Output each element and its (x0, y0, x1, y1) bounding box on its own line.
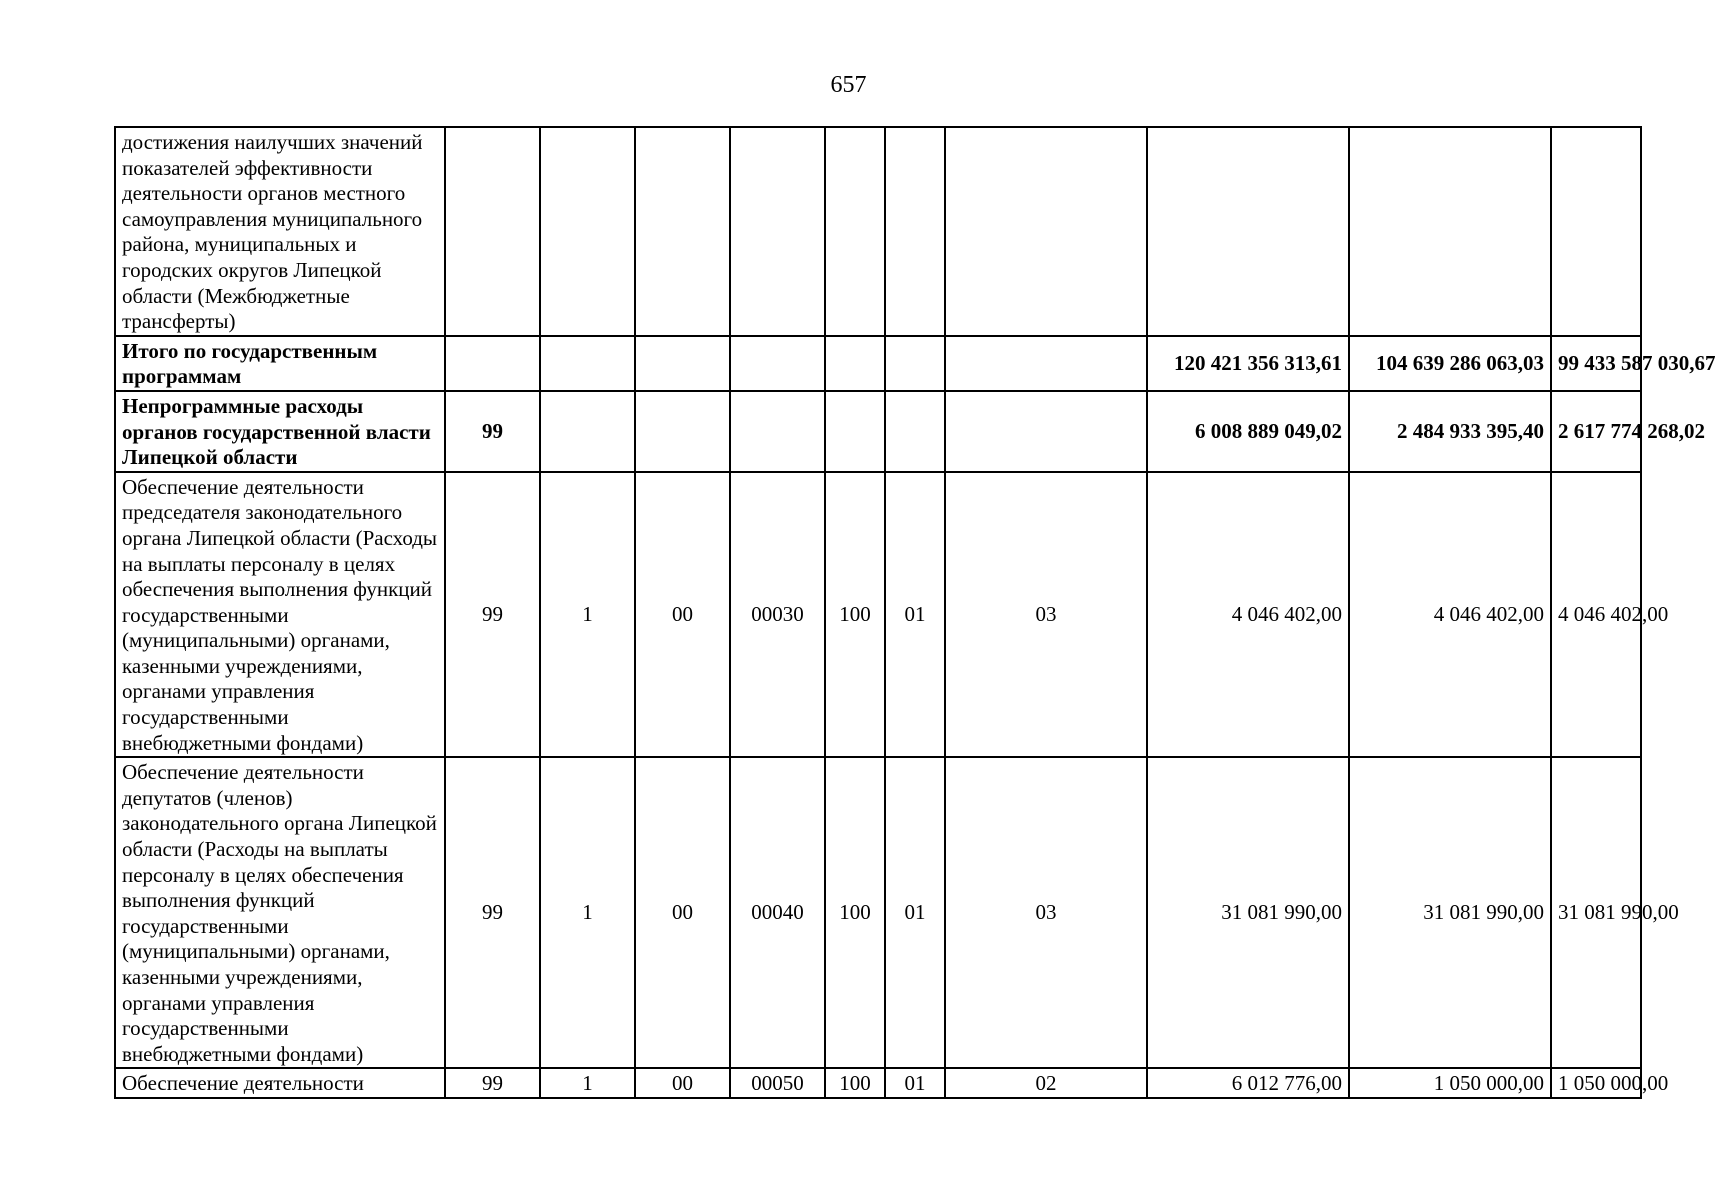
section-code-cell: 01 (885, 472, 945, 758)
amount-year1-cell: 4 046 402,00 (1147, 472, 1349, 758)
direction-code-cell (730, 391, 825, 472)
expense-type-code-cell: 100 (825, 757, 885, 1068)
amount-year3-cell: 4 046 402,00 (1551, 472, 1641, 758)
amount-year1-cell: 120 421 356 313,61 (1147, 336, 1349, 391)
amount-year1-cell: 31 081 990,00 (1147, 757, 1349, 1068)
direction-code-cell: 00030 (730, 472, 825, 758)
expense-type-code-cell (825, 391, 885, 472)
subprogram-code-cell (540, 391, 635, 472)
amount-year1-cell (1147, 127, 1349, 336)
expense-type-code-cell: 100 (825, 1068, 885, 1098)
page-number: 657 (830, 72, 867, 98)
expense-name-cell: Обеспечение деятельности председателя законодательного органа Липецкой области (Расходы на выплаты персоналу в целях обеспечения выполнения функций государственными (муниципальными) органами, казенными учреждениями, органами управления государственными внебюджетными фондами) (115, 472, 445, 758)
budget-table (114, 126, 1716, 1099)
table-row-section (115, 391, 1641, 472)
direction-code-cell (730, 336, 825, 391)
amount-year2-cell: 1 050 000,00 (1349, 1068, 1551, 1098)
subsection-code-cell: 03 (945, 472, 1147, 758)
program-code-cell: 99 (445, 391, 540, 472)
subprogram-code-cell (540, 336, 635, 391)
expense-type-code-cell: 100 (825, 472, 885, 758)
program-code-cell: 99 (445, 472, 540, 758)
section-code-cell (885, 127, 945, 336)
subsection-code-cell (945, 336, 1147, 391)
subsection-code-cell (945, 391, 1147, 472)
amount-year2-cell (1349, 127, 1551, 336)
subprogram-code-cell: 1 (540, 1068, 635, 1098)
section-code-cell: 01 (885, 757, 945, 1068)
amount-year3-cell: 2 617 774 268,02 (1551, 391, 1641, 472)
expense-name-cell: достижения наилучших значений показателей эффективности деятельности органов местного самоуправления муниципального района, муниципальных и городских округов Липецкой области (Межбюджетные трансферты) (115, 127, 445, 336)
subprogram-code-cell: 1 (540, 757, 635, 1068)
main-event-code-cell: 00 (635, 472, 730, 758)
program-code-cell (445, 127, 540, 336)
expense-name-cell: Обеспечение деятельности (115, 1068, 445, 1098)
expense-type-code-cell (825, 336, 885, 391)
program-code-cell: 99 (445, 1068, 540, 1098)
amount-year1-cell: 6 008 889 049,02 (1147, 391, 1349, 472)
table-row (115, 127, 1641, 336)
main-event-code-cell (635, 336, 730, 391)
main-event-code-cell (635, 391, 730, 472)
subsection-code-cell (945, 127, 1147, 336)
expense-name-cell: Непрограммные расходы органов государственной власти Липецкой области (115, 391, 445, 472)
subprogram-code-cell: 1 (540, 472, 635, 758)
table-row (115, 757, 1641, 1068)
expense-type-code-cell (825, 127, 885, 336)
main-event-code-cell: 00 (635, 1068, 730, 1098)
subprogram-code-cell (540, 127, 635, 336)
direction-code-cell: 00050 (730, 1068, 825, 1098)
section-code-cell: 01 (885, 1068, 945, 1098)
direction-code-cell (730, 127, 825, 336)
amount-year1-cell: 6 012 776,00 (1147, 1068, 1349, 1098)
section-code-cell (885, 391, 945, 472)
amount-year3-cell (1551, 127, 1641, 336)
section-code-cell (885, 336, 945, 391)
expense-name-cell: Итого по государственным программам (115, 336, 445, 391)
direction-code-cell: 00040 (730, 757, 825, 1068)
amount-year3-cell: 1 050 000,00 (1551, 1068, 1641, 1098)
table-row (115, 472, 1641, 758)
table-row (115, 1068, 1641, 1098)
main-event-code-cell (635, 127, 730, 336)
subsection-code-cell: 02 (945, 1068, 1147, 1098)
subsection-code-cell: 03 (945, 757, 1147, 1068)
program-code-cell: 99 (445, 757, 540, 1068)
expense-name-cell: Обеспечение деятельности депутатов (членов) законодательного органа Липецкой области (Расходы на выплаты персоналу в целях обеспечения выполнения функций государственными (муниципальными) органами, казенными учреждениями, органами управления государственными внебюджетными фондами) (115, 757, 445, 1068)
table-row-total (115, 336, 1641, 391)
amount-year2-cell: 31 081 990,00 (1349, 757, 1551, 1068)
main-event-code-cell: 00 (635, 757, 730, 1068)
amount-year2-cell: 2 484 933 395,40 (1349, 391, 1551, 472)
program-code-cell (445, 336, 540, 391)
amount-year2-cell: 4 046 402,00 (1349, 472, 1551, 758)
amount-year3-cell: 31 081 990,00 (1551, 757, 1641, 1068)
amount-year3-cell: 99 433 587 030,67 (1551, 336, 1641, 391)
amount-year2-cell: 104 639 286 063,03 (1349, 336, 1551, 391)
